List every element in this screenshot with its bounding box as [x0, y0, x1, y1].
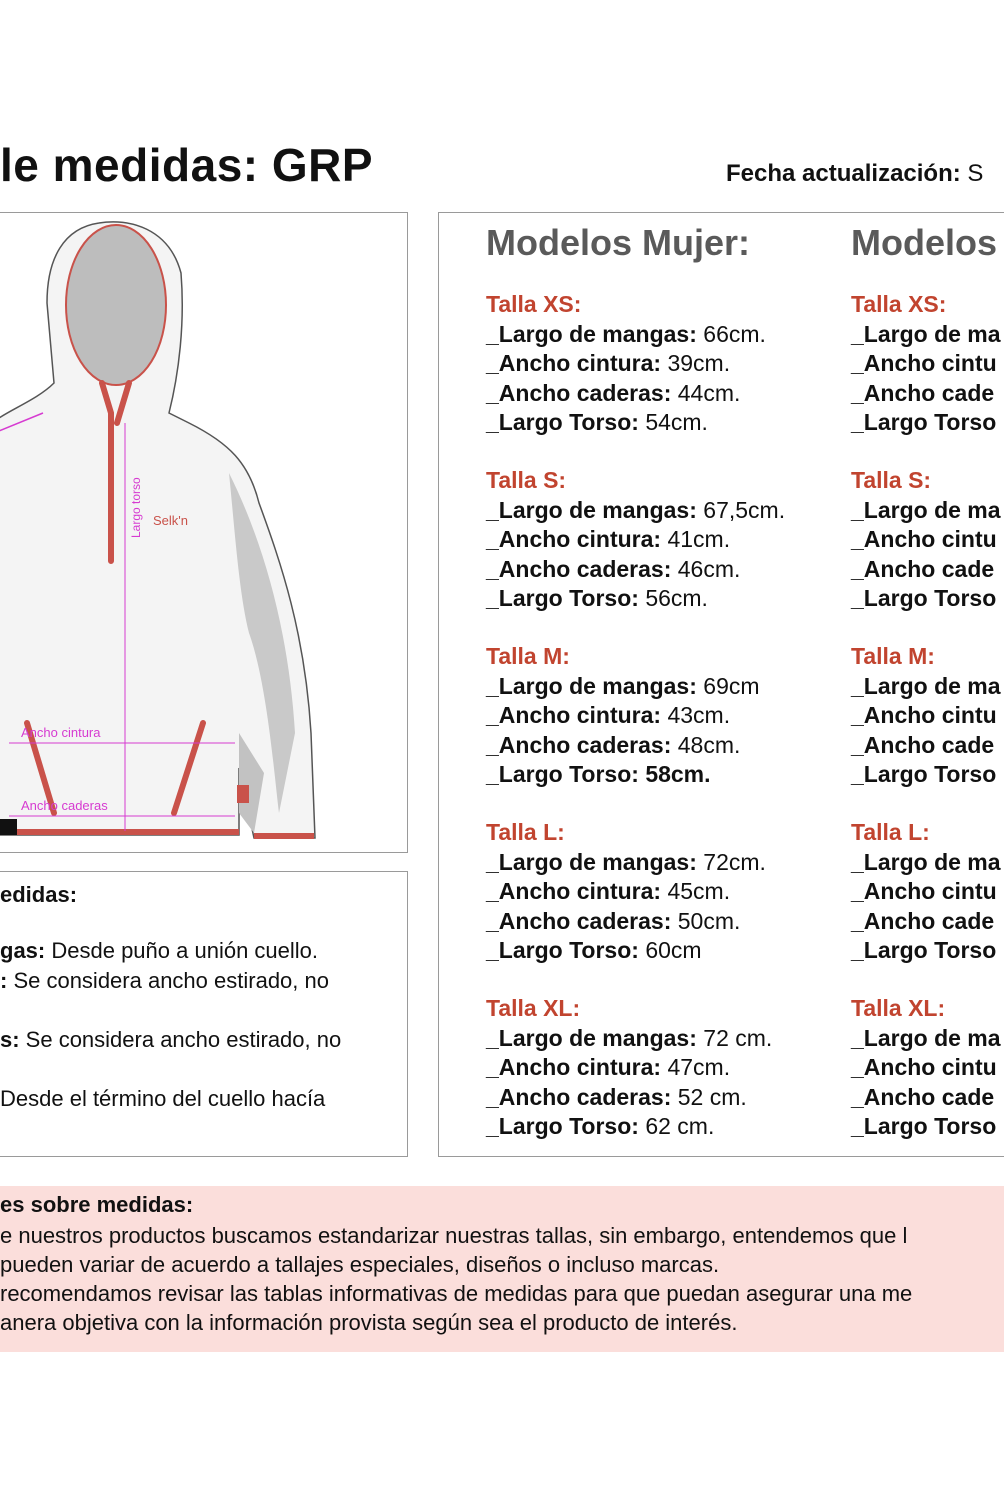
women-models-title: Modelos Mujer: — [486, 222, 751, 263]
notes-line: recomendamos revisar las tablas informativas de medidas para que puedan asegurar una me — [0, 1281, 913, 1306]
measurement-notes-title: edidas: — [0, 882, 78, 907]
torso-label: Largo torso — [129, 477, 143, 538]
garment-diagram-panel — [0, 212, 408, 853]
page-title: le medidas: GRP — [0, 139, 374, 191]
women-size-s: Talla S: _Largo de mangas: 67,5cm. _Ancho cintura: 41cm. _Ancho caderas: 46cm. _Largo Torso: 56cm. — [486, 467, 786, 611]
measurement-line: Desde el término del cuello hacía — [0, 1086, 326, 1111]
notes-line: e nuestros productos buscamos estandarizar nuestras tallas, sin embargo, entendemos que l — [0, 1223, 908, 1248]
waist-label: Ancho cintura — [21, 725, 101, 740]
hem-band — [17, 829, 239, 835]
logo-text: Selk'n — [153, 513, 189, 528]
update-date-label: Fecha actualización: — [726, 160, 961, 187]
notes-line: pueden variar de acuerdo a tallajes especiales, diseños o incluso marcas. — [0, 1252, 720, 1277]
update-date-value: S — [967, 160, 984, 187]
hips-label: Ancho caderas — [21, 798, 108, 813]
side-tab — [237, 785, 249, 803]
cuff-band — [254, 833, 314, 839]
measurement-notes-panel — [0, 871, 408, 1157]
men-size-s: Talla S: _Largo de ma _Ancho cintu _Ancho cade _Largo Torso — [851, 467, 1001, 611]
measurement-line: s: Se considera ancho estirado, no — [0, 1027, 342, 1052]
women-size-l: Talla L: _Largo de mangas: 72cm. _Ancho cintura: 45cm. _Ancho caderas: 50cm. _Largo Torso: 60cm — [486, 819, 766, 963]
hood-opening — [66, 225, 166, 385]
notes-line: anera objetiva con la información provista según sea el producto de interés. — [0, 1310, 738, 1335]
measurement-line: gas: Desde puño a unión cuello. — [0, 938, 319, 963]
notes-title: es sobre medidas: — [0, 1192, 194, 1217]
women-size-xs: Talla XS: _Largo de mangas: 66cm. _Ancho cintura: 39cm. _Ancho caderas: 44cm. _Largo Torso: 54cm. — [486, 291, 766, 435]
men-size-xs: Talla XS: _Largo de ma _Ancho cintu _Ancho cade _Largo Torso — [851, 291, 1001, 435]
hoodie-diagram — [0, 213, 407, 852]
men-size-l: Talla L: _Largo de ma _Ancho cintu _Ancho cade _Largo Torso — [851, 819, 1001, 963]
women-size-xl: Talla XL: _Largo de mangas: 72 cm. _Ancho cintura: 47cm. _Ancho caderas: 52 cm. _Largo Torso: 62 cm. — [486, 995, 773, 1139]
men-models-title: Modelos — [851, 222, 998, 263]
update-date — [726, 160, 983, 188]
men-size-m: Talla M: _Largo de ma _Ancho cintu _Ancho cade _Largo Torso — [851, 643, 1001, 787]
measurement-line: : Se considera ancho estirado, no — [0, 968, 329, 993]
black-tab — [0, 819, 17, 835]
women-size-m: Talla M: _Largo de mangas: 69cm _Ancho cintura: 43cm. _Ancho caderas: 48cm. _Largo Torso: 58cm. — [486, 643, 760, 787]
men-size-xl: Talla XL: _Largo de ma _Ancho cintu _Ancho cade _Largo Torso — [851, 995, 1001, 1139]
